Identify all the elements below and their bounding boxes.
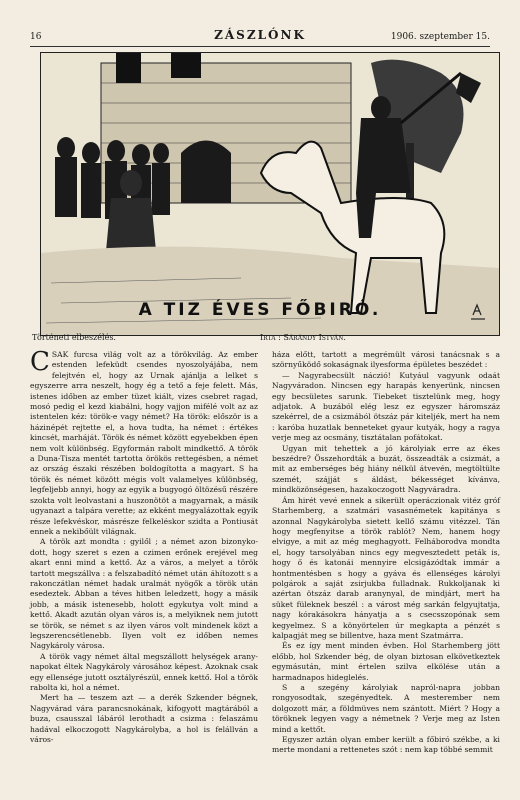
column-left [30, 347, 258, 790]
article-genre: Történeti elbeszélés. [32, 333, 116, 342]
paragraph: A török vagy német által megszállott helységek arany-napokat éltek Nagykároly városához képest. Azoknak csak egy ellensége jutott osztályrészül, ennek kettő. Hol a török rabolta ki, hol a német. [30, 651, 258, 692]
header-rule [30, 46, 490, 47]
column-right [272, 350, 500, 790]
paragraph: CSAK furcsa világ volt az a törökvilág. Az ember estenden lefeküdt csendes nyoszolyájába, nem felejtvén el, hogy az Urnak ajánlja a lelket s egyszerre arra neszelt, hogy ég a tető a feje felett. Más, istenes időben az ember tüzet kiált, vizes csebret ragad, mosó pedig el kezd kiabálni, hogy vajjon mifélé volt az az istentelen kéz: török-e vagy német? Ha török: először is a házinépét rejtette el, a hova tudta, ha német : értékes kincsét, marháját. Török és német között egyebekben épen nem volt különbség. Egyformán rabolt mindkettő. A török a Duna-Tisza mentét tartotta örökös rettegésben, a német az ország északi részében boldogította a magyart. S ha török és német között mégis volt valamelyes különbség, legfeljebb annyi, hogy az egyik a bugyogó öltözésű részére szokta volt leolvastani a huszonötöt a magyarnak, a másik ugyanazt a talpára verette; az ekként megyalázottak egyik része lefekvéskor, másrésze felkeléskor szidta a Pontiusát ennek a nekibőült világnak. [30, 347, 258, 536]
paragraph: A török azt mondta : gyilől ; a német azon bizonyko-dott, hogy szeret s ezen a czimen erőnek erejével meg akart enni mind a kettő. Az a város, a melyet a török tartott megszállva : a felszabadító német után áhítozott s a rakonczátlan német hadak uralmát nyögők a török után esedeztek. Abban a téves hitben leledzett, hogy a másik jobb, a másik istenesebb, holott egykutya volt mind a kettő. Akadt azután olyan város is, a melyiknek nem jutott se török, se német s az ilyen város volt mindenek közt a legszerencsétlenebb. Ilyen volt ez időben nemes Nagykároly városa. [30, 537, 258, 651]
paragraph: S a szegény károlyiak napról-napra jobban rongyosodtak, szegényedtek. A mesterember nem dolgozott már, a földmüves nem szántott. Miért ? Hogy a töröknek legyen vagy a németnek ? Verje meg az Isten mind a kettőt. [272, 683, 500, 734]
paragraph: Egyszer aztán olyan ember került a főbiró székbe, a ki merte mondani a rettenetes szót : nem kap többé semmit [272, 735, 500, 755]
page-header [30, 28, 490, 46]
magazine-title: ZÁSZLÓNK [214, 28, 306, 42]
article-byline: Irta : Sárándy István. [260, 333, 346, 342]
paragraph: És ez így ment minden évben. Hol Starhemberg jött előbb, hol Szkender bég, de olyan biztosan elkövetkeztek egymásután, mint értelen szilva elkölése után a harmadnapos hideglelés. [272, 641, 500, 682]
issue-date: 1906. szeptember 15. [390, 32, 490, 42]
paragraph: háza előtt, tartott a megrémült városi tanácsnak s a szörnyűködő sokaságnak ilyesforma épületes beszédet : [272, 350, 500, 370]
paragraph: Mert ha — teszem azt — a derék Szkender bégnek, Nagyvárad vára parancsnokának, kifogyott magtárából a buza, csausszal lábáról lerothadt a csizma : felaszámu hadával elkoczogott Nagykárolyba, a hol is felállván a város- [30, 693, 258, 745]
paragraph: Ugyan mit tehettek a jó károlyiak erre az ékes beszédre? Összehordták a buzát, összeadták a csizmát, a mit az emberséges bég hiány nélkül átvevén, megtöltülte szemét, szájját s áldást, békességet kívánva, mindközönségesen, hazakoczogott Nagyváradra. [272, 443, 500, 495]
drop-cap: C [30, 347, 50, 377]
article-body [30, 347, 500, 790]
woodcut-illustration [40, 52, 500, 336]
page-number: 16 [30, 32, 42, 42]
article-headline: A TIZ ÉVES FŐBIRÓ. [138, 300, 382, 320]
paragraph: — Nagyrabecsült náczió! Kutyául vagyunk odaát Nagyváradon. Nincsen egy harapás kenyerünk, nincsen egy becsületes sarunk. Tiebeket tisztelünk meg, hogy adjatok. A buzából elég lesz ez egyszer háromszáz szekérrel, de a csizmából ötszáz pár kiteljék, mert ha nem : karóba huzatlak benneteket gyaur kutyák, hogy a ragya verje meg az ocsmány, tisztátalan pofátokat. [272, 370, 500, 443]
illustration-drawing [41, 53, 499, 335]
paragraph: Ám hirét vevé ennek a sikerült operáczionak vitéz gróf Starhemberg, a szatmári vasasnémetek kapitánya s azonnal Nagykárolyba sietett kellő számu vitézzel. Tán hogy megfenyitse a török rablót? Nem, hanem hogy elvigye, a mit az még meghagyott. Felháborodva mondta el, hogy tarsolyában nincs egy megvesztedett peták is, hogy ő és katonái mennyire elcsigázódtak immár a hontmentésben s hogy a gyáva és ellenséges károlyi polgárok a saját zsirjukba fulladnak. Rukkoljanak ki azértan ötszáz darab aranynyal, de mindjárt, mert ha süket füleknek beszél : a várost még sarkán felgyujtatja, nagy kórakásokra hányatja a s csecsszopónak sem kegyelmez. S a könyörteleп úr megkapta a pénzét s kalpagját meg se billentve, haza ment Szatmárra. [272, 495, 500, 640]
article-subhead [30, 333, 490, 347]
